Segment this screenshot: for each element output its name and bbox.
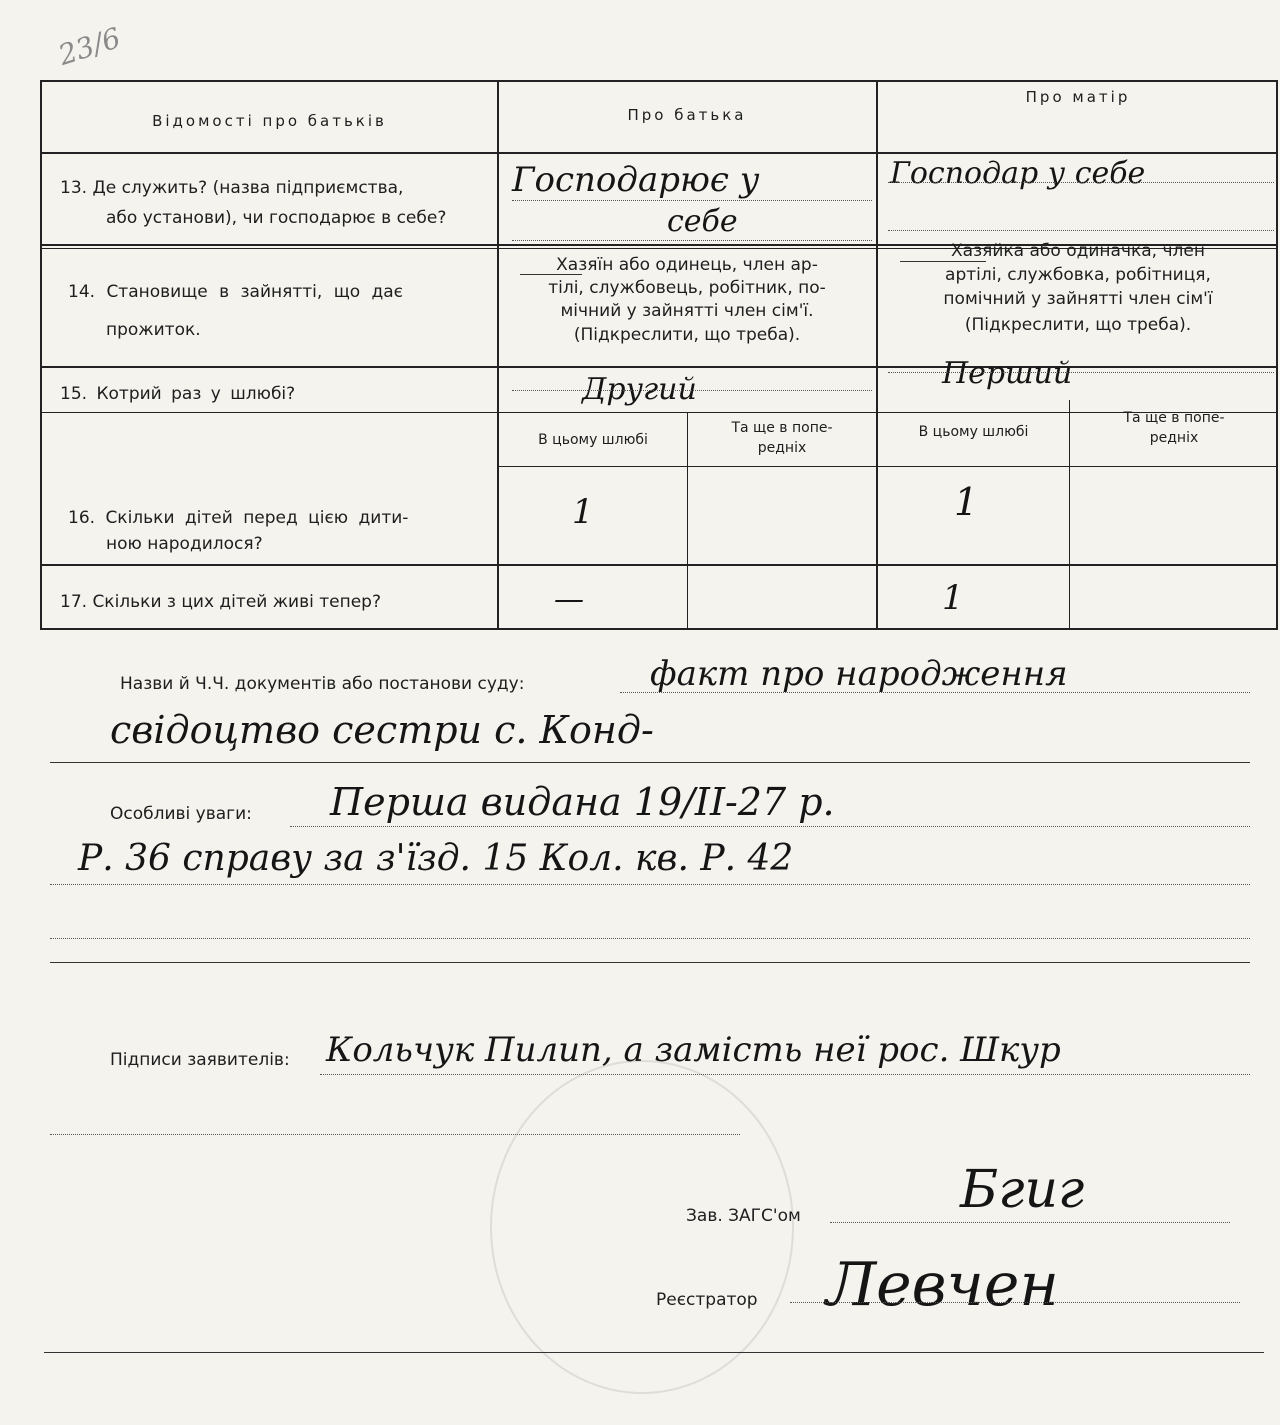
signature-line — [790, 1302, 1240, 1303]
q14-mother-option-2: артілі, службовка, робітниця, — [945, 265, 1211, 285]
signatures-value: Кольчук Пилип, а замість неї рос. Шкур — [326, 1030, 1061, 1070]
q13-father-answer-line2: себе — [667, 204, 738, 239]
page-number: 23/6 — [54, 21, 125, 72]
q14-father-option-1: Хазяїн або одинець, член ар- — [556, 255, 818, 275]
answer-line — [50, 762, 1250, 763]
official-seal — [490, 1060, 794, 1394]
signatures-label: Підписи заявителів: — [110, 1050, 290, 1070]
q15-mother-answer: Перший — [942, 356, 1073, 391]
documents-label: Назви й Ч.Ч. документів або постанови суду: — [120, 674, 525, 694]
subheader-mother-previous: Та ще в попе- редніх — [1123, 410, 1225, 446]
parents-info-table — [40, 80, 1278, 630]
q14-mother-option-1: Хазяйка або одиначка, член — [951, 241, 1205, 261]
answer-line — [888, 182, 1274, 183]
q14-label-line2: прожиток. — [106, 320, 201, 340]
page-bottom-line — [44, 1352, 1264, 1353]
answer-line — [512, 390, 872, 391]
answer-line — [50, 962, 1250, 963]
q14-father-option-4: (Підкреслити, що треба). — [573, 325, 801, 345]
q13-father-answer-line1: Господарює у — [512, 160, 760, 200]
q17-father-this-answer: — — [554, 582, 584, 617]
q13-mother-answer: Господар у себе — [890, 156, 1146, 191]
table-divider — [497, 466, 1278, 467]
registrar-signature: Левчен — [826, 1250, 1059, 1320]
table-divider — [42, 366, 1278, 368]
table-divider — [497, 82, 499, 630]
subheader-father-this-marriage: В цьому шлюбі — [538, 432, 648, 448]
q15-father-answer: Другий — [582, 372, 697, 407]
q16-mother-this-answer: 1 — [954, 480, 979, 524]
answer-line — [50, 938, 1250, 939]
subheader-mother-this-marriage: В цьому шлюбі — [918, 424, 1029, 440]
underline-mark — [520, 274, 582, 275]
documents-value-line2: свідоцтво сестри с. Конд- — [110, 708, 654, 752]
answer-line — [290, 826, 1250, 827]
table-divider — [876, 82, 878, 630]
answer-line — [620, 692, 1250, 693]
q16-label-line2: ною народилося? — [106, 534, 263, 554]
answer-line — [512, 240, 872, 241]
documents-value-line1: факт про народження — [650, 654, 1068, 694]
header-parents-info: Відомості про батьків — [152, 112, 387, 130]
head-signature: Бгиг — [960, 1160, 1085, 1220]
q14-father-option-2: тілі, службовець, робітник, по- — [548, 278, 826, 298]
header-mother: Про матір — [1025, 88, 1131, 106]
q15-label: 15. Котрий раз у шлюбі? — [60, 384, 296, 404]
header-father: Про батька — [627, 106, 747, 124]
q13-label-line1: 13. Де служить? (назва підприємства, — [60, 178, 404, 198]
q13-label-line2: або установи), чи господарює в себе? — [106, 208, 447, 228]
signature-line — [830, 1222, 1230, 1223]
notes-label: Особливі уваги: — [110, 804, 252, 824]
q14-label-line1: 14. Становище в зайнятті, що дає — [68, 282, 404, 302]
table-divider — [42, 152, 1278, 154]
q14-mother-option-4: (Підкреслити, що треба). — [964, 315, 1192, 335]
q16-father-this-answer: 1 — [572, 492, 594, 532]
q17-label: 17. Скільки з цих дітей живі тепер? — [60, 592, 381, 612]
answer-line — [320, 1074, 1250, 1075]
answer-line — [888, 230, 1274, 231]
table-divider — [42, 564, 1278, 566]
subheader-father-previous: Та ще в попе- редніх — [731, 420, 833, 456]
q14-mother-option-3: помічний у зайнятті член сім'ї — [943, 289, 1213, 309]
registrar-label: Реєстратор — [656, 1290, 758, 1310]
notes-value-line2: Р. 36 справу за з'їзд. 15 Кол. кв. Р. 42 — [78, 838, 794, 879]
head-label: Зав. ЗАГС'ом — [686, 1206, 801, 1226]
notes-value-line1: Перша видана 19/II-27 р. — [330, 780, 835, 824]
answer-line — [888, 372, 1274, 373]
answer-line — [512, 200, 872, 201]
underline-mark — [900, 261, 986, 262]
answer-line — [50, 884, 1250, 885]
q17-mother-this-answer: 1 — [942, 578, 964, 618]
q14-father-option-3: мічний у зайнятті член сім'ї. — [560, 301, 814, 321]
q16-label-line1: 16. Скільки дітей перед цією дити- — [68, 508, 409, 528]
